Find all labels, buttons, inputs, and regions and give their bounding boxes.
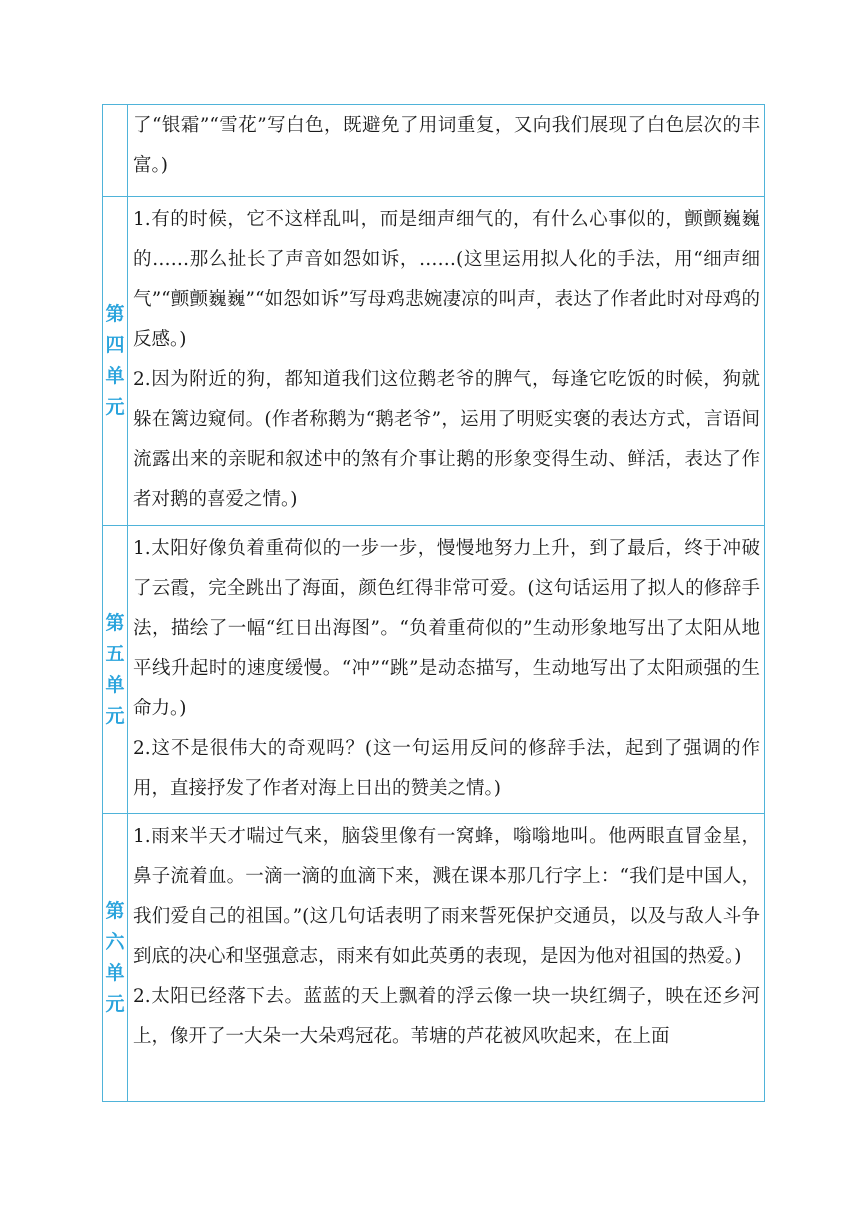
list-item: 2.这不是很伟大的奇观吗？(这一句运用反问的修辞手法，起到了强调的作用，直接抒发了作者对海上日出的赞美之情。)	[133, 738, 760, 799]
notes-table	[102, 104, 765, 1102]
list-item: 1.雨来半天才喘过气来，脑袋里像有一窝蜂，嗡嗡地叫。他两眼直冒金星，鼻子流着血。一滴一滴的血滴下来，溅在课本那几行字上：“我们是中国人，我们爱自己的祖国。”(这几句话表明了雨来誓死保护交通员，以及与敌人斗争到底的决心和坚强意志，雨来有如此英勇的表现，是因为他对祖国的热爱。)	[133, 826, 760, 967]
content-cell	[128, 526, 765, 814]
list-item: 了“银霜”“雪花”写白色，既避免了用词重复，又向我们展现了白色层次的丰富。)	[133, 115, 760, 176]
table-row	[103, 197, 765, 526]
content-cell	[128, 814, 765, 1102]
unit-label: 第四单元	[105, 303, 125, 418]
list-item: 1.太阳好像负着重荷似的一步一步，慢慢地努力上升，到了最后，终于冲破了云霞，完全跳出了海面，颜色红得非常可爱。(这句话运用了拟人的修辞手法，描绘了一幅“红日出海图”。“负着重荷似的”生动形象地写出了太阳从地平线升起时的速度缓慢。“冲”“跳”是动态描写，生动地写出了太阳顽强的生命力。)	[133, 538, 760, 719]
unit-cell	[103, 197, 128, 526]
unit-label: 第五单元	[105, 611, 125, 727]
list-item: 2.因为附近的狗，都知道我们这位鹅老爷的脾气，每逢它吃饭的时候，狗就躲在篱边窥伺。(作者称鹅为“鹅老爷”，运用了明贬实褒的表达方式，言语间流露出来的亲昵和叙述中的煞有介事让鹅的形象变得生动、鲜活，表达了作者对鹅的喜爱之情。)	[133, 369, 760, 510]
table-row	[103, 814, 765, 1102]
unit-cell	[103, 105, 128, 197]
list-item: 1.有的时候，它不这样乱叫，而是细声细气的，有什么心事似的，颤颤巍巍的……那么扯长了声音如怨如诉，……(这里运用拟人化的手法，用“细声细气”“颤颤巍巍”“如怨如诉”写母鸡悲婉凄凉的叫声，表达了作者此时对母鸡的反感。)	[133, 209, 760, 350]
table-row	[103, 105, 765, 197]
list-item: 2.太阳已经落下去。蓝蓝的天上飘着的浮云像一块一块红绸子，映在还乡河上，像开了一大朵一大朵鸡冠花。苇塘的芦花被风吹起来，在上面	[133, 986, 760, 1047]
unit-cell	[103, 814, 128, 1102]
unit-label: 第六单元	[105, 899, 125, 1015]
content-cell	[128, 197, 765, 526]
content-cell	[128, 105, 765, 197]
unit-cell	[103, 526, 128, 814]
table-row	[103, 526, 765, 814]
